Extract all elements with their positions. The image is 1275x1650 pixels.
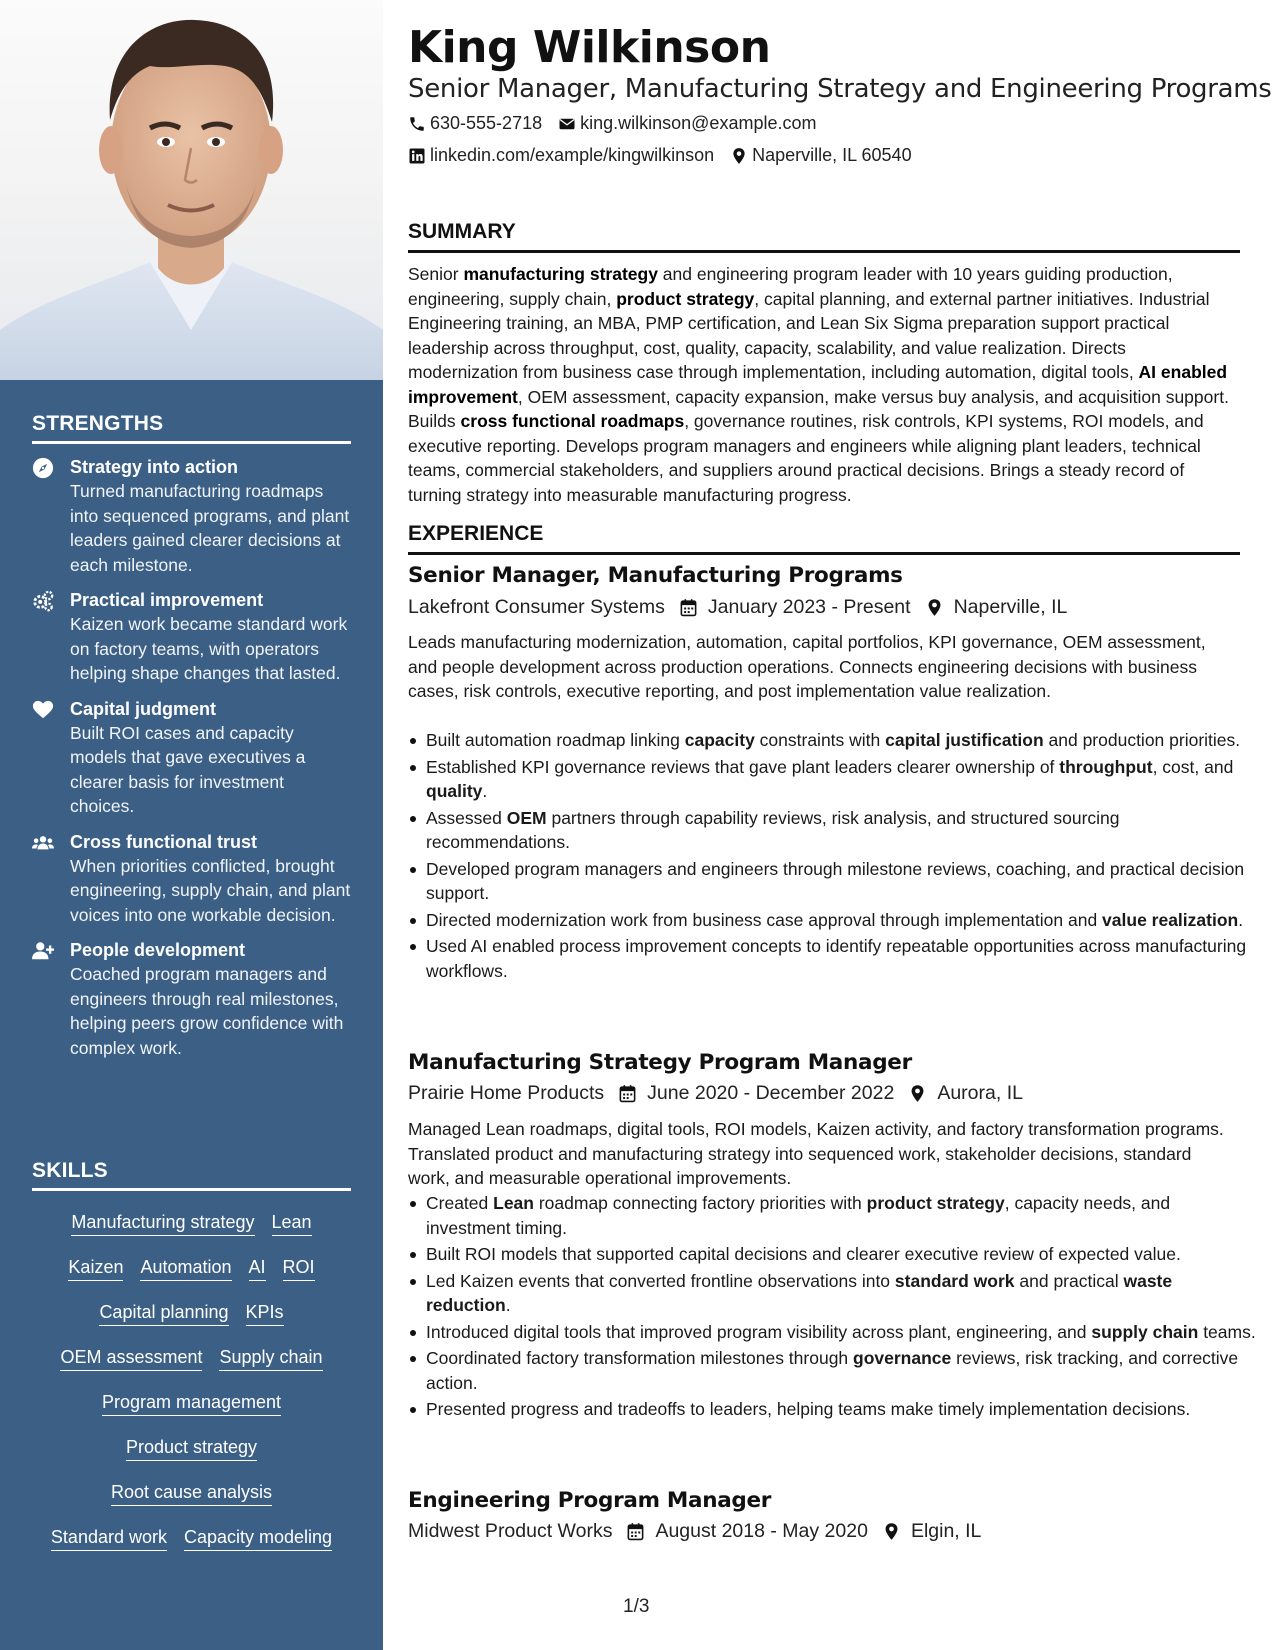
text-run: teams. [1198, 1321, 1256, 1342]
bullet-item [426, 934, 1258, 983]
bold-phrase: capital justification [885, 730, 1044, 750]
job-meta [408, 1082, 1037, 1105]
text-run: Led Kaizen events that converted frontline observations into [426, 1270, 895, 1291]
job-meta [408, 1520, 995, 1543]
compass-icon [32, 457, 54, 479]
bold-phrase: governance [853, 1348, 952, 1368]
heart-icon [32, 699, 54, 721]
text-run: Established KPI governance reviews that gave plant leaders clearer ownership of [426, 756, 1060, 777]
job-location [882, 1520, 981, 1543]
skill-tag: Capital planning [99, 1301, 228, 1326]
text-run: Senior [408, 264, 464, 284]
skill-tag: Lean [272, 1211, 312, 1236]
skills-section [32, 1159, 351, 1561]
bullet-item [426, 1346, 1258, 1395]
job-meta [408, 596, 1081, 619]
text-run: and production priorities. [1043, 730, 1241, 750]
strength-item [32, 588, 351, 686]
text-run: . [482, 781, 488, 801]
home-location: Naperville, IL 60540 [752, 145, 912, 165]
skill-row [32, 1516, 351, 1561]
text-run: and engineering program leader with 10 years guiding production, engineering, supply chain, [408, 264, 1173, 309]
skill-tag: Capacity modeling [184, 1526, 332, 1551]
job-location-text: Aurora, IL [937, 1082, 1023, 1104]
text-run: Built ROI models that supported capital decisions and clearer executive review of expected value. [426, 1244, 1181, 1264]
job-dates [679, 596, 911, 619]
email-address[interactable]: king.wilkinson@example.com [580, 113, 817, 133]
candidate-name: King Wilkinson [408, 22, 771, 73]
text-run: constraints with [754, 730, 886, 750]
company-name: Midwest Product Works [408, 1520, 613, 1542]
skill-tag: OEM assessment [60, 1346, 202, 1371]
bullet-item [426, 755, 1258, 804]
company-name: Prairie Home Products [408, 1082, 605, 1104]
skill-tag: AI [249, 1256, 266, 1281]
bullet-item [426, 1191, 1258, 1240]
user-plus-icon [32, 940, 54, 962]
users-icon [32, 832, 54, 854]
strength-item [32, 938, 351, 1060]
skill-row [32, 1201, 351, 1246]
text-run: , governance routines, risk controls, KPI systems, ROI models, and executive reporting. Develops program managers and engineers while aligning plant leaders, technical teams, commercial stakeholders, and suppliers around practical decisions. Brings a steady record of turning strategy into measurable manufacturing progress. [408, 411, 1204, 505]
bold-phrase: Lean [493, 1193, 534, 1213]
bullet-item [426, 908, 1258, 933]
skill-tag: KPIs [246, 1301, 284, 1326]
bullet-item [426, 728, 1258, 753]
job-dates-text: August 2018 - May 2020 [655, 1520, 868, 1542]
contact-row [408, 113, 832, 134]
bullet-item [426, 806, 1258, 855]
skill-tag: Product strategy [126, 1436, 257, 1461]
strength-title: Capital judgment [70, 698, 217, 719]
skill-row [32, 1426, 351, 1471]
job-description: Leads manufacturing modernization, automation, capital portfolios, KPI governance, OEM assessment, and people development across production operations. Connects engineering decisions with business cases, risk controls, executive reporting, and post implementation value realization. [408, 632, 1206, 701]
strength-title: Strategy into action [70, 457, 239, 477]
strength-description: Built ROI cases and capacity models that gave executives a clearer basis for investment choices. [70, 722, 306, 816]
skill-tag: Standard work [51, 1526, 167, 1551]
summary-heading: SUMMARY [408, 220, 1240, 253]
strength-title: People development [70, 940, 246, 960]
skill-row [32, 1246, 351, 1291]
text-run: Developed program managers and engineers through milestone reviews, coaching, and practical decision support. [426, 858, 1245, 903]
bold-phrase: quality [426, 781, 483, 801]
linkedin-item [408, 145, 714, 166]
bold-phrase: AI enabled improvement [408, 362, 1228, 407]
text-run: and practical [1014, 1270, 1124, 1291]
skill-tag: Manufacturing strategy [71, 1211, 254, 1236]
skill-row [32, 1336, 351, 1381]
bold-phrase: OEM [506, 807, 547, 828]
map-pin-icon [925, 598, 944, 617]
skills-heading: SKILLS [32, 1159, 351, 1191]
bold-phrase: manufacturing strategy [463, 264, 658, 284]
skill-tag: Automation [140, 1256, 231, 1281]
summary-text [408, 262, 1238, 507]
strength-description: Coached program managers and engineers through real milestones, helping peers grow confidence with complex work. [70, 964, 344, 1058]
phone-item [408, 113, 542, 134]
skill-tag: ROI [283, 1256, 315, 1281]
job-location-text: Elgin, IL [910, 1520, 982, 1542]
strength-title: Cross functional trust [70, 831, 258, 852]
text-run: roadmap connecting factory priorities with [533, 1193, 867, 1213]
linkedin-icon [408, 147, 426, 165]
text-run: Built automation roadmap linking [426, 730, 685, 750]
job-location [908, 1082, 1023, 1105]
strengths-heading: STRENGTHS [32, 412, 351, 444]
text-run: , OEM assessment, capacity expansion, make versus buy analysis, and acquisition support. Builds [408, 386, 1229, 431]
contact-row-2 [408, 145, 928, 166]
bullet-item [426, 857, 1258, 906]
bold-phrase: waste reduction [426, 1270, 1173, 1315]
phone-icon [408, 115, 426, 133]
bullet-item [426, 1269, 1258, 1318]
bullet-item [426, 1320, 1258, 1345]
job-title: Manufacturing Strategy Program Manager [408, 1050, 912, 1075]
email-item [558, 113, 816, 134]
page-number: 1/3 [623, 1596, 650, 1617]
sidebar [0, 0, 383, 1650]
skill-tag: Kaizen [68, 1256, 123, 1281]
text-run: , capacity needs, and investment timing. [426, 1193, 1171, 1238]
bold-phrase: supply chain [1091, 1321, 1199, 1342]
strength-title: Practical improvement [70, 590, 264, 610]
text-run: . [505, 1295, 511, 1315]
skill-tag: Root cause analysis [111, 1481, 272, 1506]
calendar-icon [679, 598, 698, 617]
company-name: Lakefront Consumer Systems [408, 596, 665, 618]
calendar-icon [618, 1084, 637, 1103]
bold-phrase: product strategy [616, 288, 755, 309]
strength-item [32, 455, 351, 577]
bold-phrase: capacity [684, 730, 755, 750]
text-run: Assessed [426, 807, 507, 828]
text-run: Directed modernization work from business case approval through implementation and [426, 909, 1103, 930]
job-dates [618, 1082, 894, 1105]
text-run: Introduced digital tools that improved program visibility across plant, engineering, and [426, 1321, 1092, 1342]
gears-icon [32, 590, 54, 612]
bold-phrase: standard work [894, 1270, 1015, 1291]
text-run: Created [426, 1193, 494, 1213]
job-dates [626, 1520, 867, 1543]
map-pin-icon [730, 147, 748, 165]
strength-description: Turned manufacturing roadmaps into sequenced programs, and plant leaders gained clearer decisions at each milestone. [70, 481, 350, 575]
skills-list [32, 1201, 351, 1561]
job-description: Managed Lean roadmaps, digital tools, ROI models, Kaizen activity, and factory transformation programs. Translated product and manufacturing strategy into sequenced work, stakeholder decisions, standard work, and measurable operational improvements. [408, 1119, 1224, 1188]
location-item [730, 145, 911, 166]
bold-phrase: product strategy [866, 1193, 1005, 1213]
text-run: reviews, risk tracking, and corrective action. [426, 1348, 1239, 1393]
skill-row [32, 1291, 351, 1336]
strength-description: When priorities conflicted, brought engineering, supply chain, and plant voices into one workable decision. [70, 855, 351, 925]
text-run: Used AI enabled process improvement concepts to identify repeatable opportunities across manufacturing workflows. [426, 936, 1247, 981]
skill-row [32, 1471, 351, 1516]
strengths-section [32, 412, 351, 1060]
candidate-title: Senior Manager, Manufacturing Strategy and Engineering Programs [408, 74, 1272, 104]
job-bullets [408, 1191, 1258, 1424]
job-title: Engineering Program Manager [408, 1488, 772, 1513]
map-pin-icon [882, 1522, 901, 1541]
envelope-icon [558, 115, 576, 133]
strength-description: Kaizen work became standard work on factory teams, with operators helping shape changes that lasted. [70, 614, 348, 683]
map-pin-icon [908, 1084, 927, 1103]
job-bullets [408, 728, 1258, 985]
bold-phrase: value realization [1102, 909, 1239, 930]
job-dates-text: January 2023 - Present [707, 596, 911, 618]
job-location [925, 596, 1068, 619]
text-run: Presented progress and tradeoffs to leaders, helping teams make timely implementation decisions. [426, 1399, 1191, 1419]
skill-row [32, 1381, 351, 1426]
bullet-item [426, 1397, 1258, 1422]
portrait-image [0, 0, 383, 380]
skill-tag: Supply chain [219, 1346, 322, 1371]
text-run: Coordinated factory transformation milestones through [426, 1348, 854, 1368]
text-run: , capital planning, and external partner initiatives. Industrial Engineering training, an MBA, PMP certification, and Lean Six Sigma preparation support practical leadership across throughput, cost, quality, capacity, scalability, and value realization. Directs modernization from business case through implementation, including automation, digital tools, [408, 288, 1210, 382]
strength-item [32, 697, 351, 819]
experience-heading: EXPERIENCE [408, 522, 1240, 555]
profile-photo [0, 0, 383, 380]
job-location-text: Naperville, IL [953, 596, 1068, 618]
bold-phrase: throughput [1059, 756, 1153, 777]
text-run: , cost, and [1152, 756, 1234, 777]
strength-item [32, 830, 351, 928]
text-run: . [1238, 909, 1244, 930]
job-dates-text: June 2020 - December 2022 [647, 1082, 895, 1104]
calendar-icon [626, 1522, 645, 1541]
job-title: Senior Manager, Manufacturing Programs [408, 563, 903, 588]
text-run: partners through capability reviews, risk analysis, and structured sourcing recommendations. [426, 807, 1120, 852]
bullet-item [426, 1242, 1258, 1267]
skill-tag: Program management [102, 1391, 281, 1416]
linkedin-url[interactable]: linkedin.com/example/kingwilkinson [430, 145, 715, 165]
bold-phrase: cross functional roadmaps [460, 411, 685, 431]
phone-number[interactable]: 630-555-2718 [430, 113, 543, 133]
